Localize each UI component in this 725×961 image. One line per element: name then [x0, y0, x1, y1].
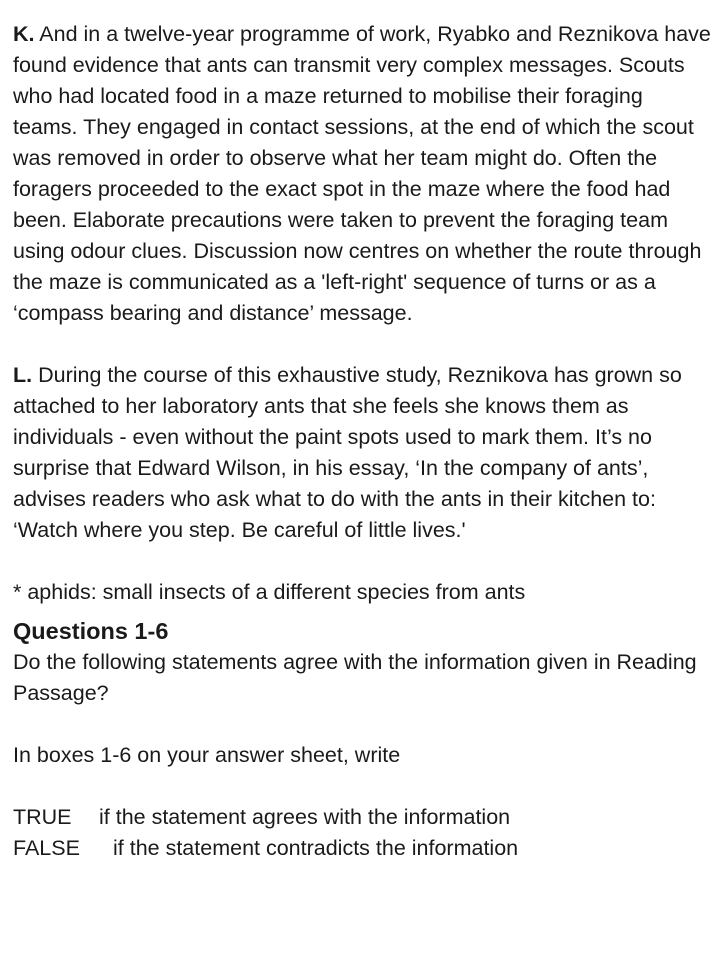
boxes-instruction: In boxes 1-6 on your answer sheet, write: [13, 743, 401, 767]
legend-meaning-false: if the statement contradicts the information: [113, 836, 519, 860]
paragraph-l: [13, 360, 713, 546]
legend-term-false: FALSE: [13, 836, 80, 860]
paragraph-k-label: K.: [13, 22, 35, 46]
questions-heading: Questions 1-6: [13, 618, 169, 644]
spacer: [13, 546, 713, 577]
paragraph-l-label: L.: [13, 363, 33, 387]
paragraph-k-text: And in a twelve-year programme of work, Ryabko and Reznikova have found evidence that ants can transmit very complex messages. Scouts who had located food in a maze returned to mobilise their foraging teams. They engaged in contact sessions, at the end of which the scout was removed in order to observe what her team might do. Often the foragers proceeded to the exact spot in the maze where the food had been. Elaborate precautions were taken to prevent the foraging team using odour clues. Discussion now centres on whether the route through the maze is communicated as a 'left-right' sequence of turns or as a ‘compass bearing and distance’ message.: [13, 22, 711, 325]
paragraph-k: [13, 19, 713, 329]
spacer: [13, 709, 713, 740]
paragraph-l-text: During the course of this exhaustive study, Reznikova has grown so attached to her laboratory ants that she feels she knows them as individuals - even without the paint spots used to mark them. It’s no surprise that Edward Wilson, in his essay, ‘In the company of ants’, advises readers who ask what to do with the ants in their kitchen to: ‘Watch where you step. Be careful of little lives.': [13, 363, 682, 542]
legend-true-row: [13, 802, 713, 833]
questions-instruction: Do the following statements agree with the information given in Reading Passage?: [13, 650, 697, 705]
legend-false-row: [13, 833, 713, 864]
reading-page: [13, 19, 713, 864]
spacer: [13, 771, 713, 802]
legend-term-true: TRUE: [13, 805, 72, 829]
spacer: [13, 329, 713, 360]
legend-meaning-true: if the statement agrees with the information: [99, 805, 511, 829]
footnote: * aphids: small insects of a different species from ants: [13, 580, 526, 604]
